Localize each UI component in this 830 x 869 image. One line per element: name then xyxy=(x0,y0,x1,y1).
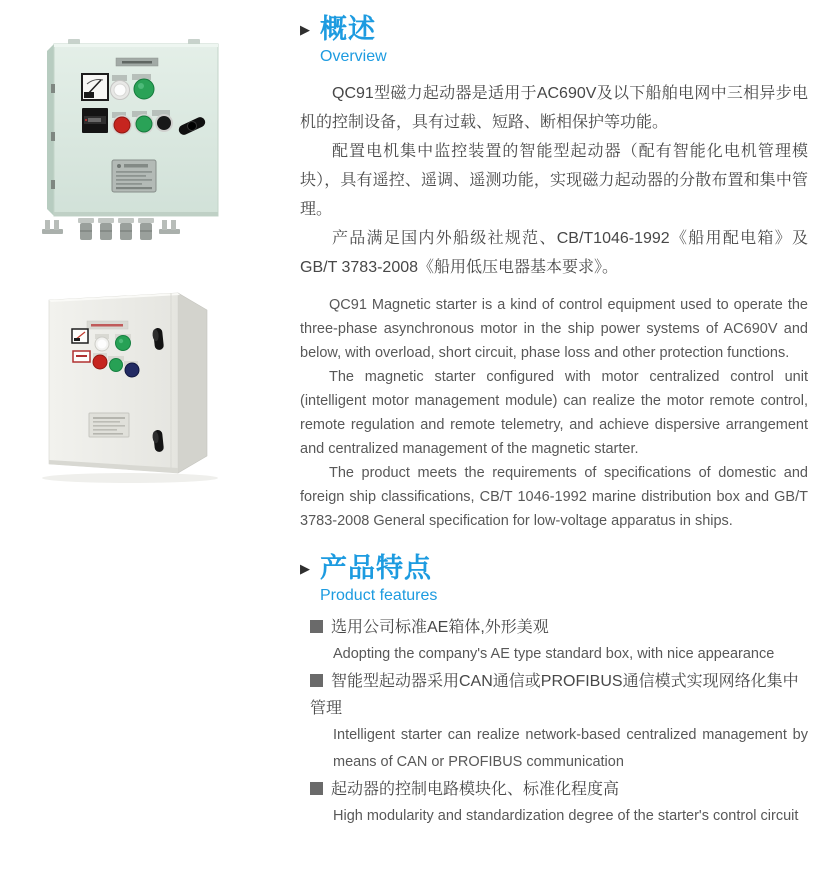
indicator-lamp-green xyxy=(116,336,131,351)
feature-3-en: High modularity and standardization degree of the starter's control circuit xyxy=(333,808,799,825)
features-section xyxy=(300,553,808,830)
overview-paragraph-en-3: The product meets the requirements of specifications of domestic and foreign ship classifications, CB/T 1046-1992 marine distribution box and GB/T 3783-2008 General specification for low-voltage apparatus in ships. xyxy=(300,465,808,530)
feature-1-en: Adopting the company's AE type standard box, with nice appearance xyxy=(333,646,775,663)
reset-button-navy xyxy=(125,363,139,377)
reset-button-black xyxy=(155,114,173,132)
overview-paragraph-en-1: QC91 Magnetic starter is a kind of control equipment used to operate the three-phase asynchronous motor in the ship power systems of AC690V and below, with overload, short circuit, phase loss and other protection functions. xyxy=(300,297,808,362)
overview-chinese-text xyxy=(300,79,808,282)
overview-paragraph-en-2: The magnetic starter configured with motor centralized control unit (intelligent motor management module) can realize the motor remote control, remote regulation and remote telemetry, and achieve dispersive arrangement and centralized management of the magnetic starter. xyxy=(300,369,808,458)
features-section-header xyxy=(300,553,808,605)
content-column xyxy=(300,14,808,830)
cable-glands xyxy=(78,218,154,240)
overview-paragraph-zh-1: QC91型磁力起动器是适用于AC690V及以下船舶电网中三相异步电机的控制设备，具有过载、短路、断相保护等功能。 xyxy=(300,85,808,132)
panel-label-strip xyxy=(87,321,128,329)
cabinet-side-edge xyxy=(47,44,54,216)
indicator-lamp-white xyxy=(111,81,130,100)
overview-section-header xyxy=(300,14,808,66)
ammeter xyxy=(82,74,108,100)
feature-item-zh xyxy=(310,614,808,641)
section-arrow-icon: ▶ xyxy=(300,561,310,577)
feature-item-zh xyxy=(310,776,808,803)
features-title-zh: 产品特点 xyxy=(320,553,432,584)
overview-title-en: Overview xyxy=(320,48,387,66)
feature-3-zh: 起动器的控制电路模块化、标准化程度高 xyxy=(331,781,620,799)
panel-display xyxy=(73,351,90,362)
bullet-square-icon xyxy=(310,620,323,633)
overview-paragraph-zh-2: 配置电机集中监控装置的智能型起动器（配有智能化电机管理模块），具有遥控、遥调、遥测功能，实现磁力起动器的分散布置和集中管理。 xyxy=(300,143,808,219)
features-title-en: Product features xyxy=(320,587,438,605)
overview-paragraph-zh-3: 产品满足国内外船级社规范、CB/T1046-1992《船用配电箱》及GB/T 3783-2008《船用低压电器基本要求》。 xyxy=(300,230,808,277)
panel-meter xyxy=(72,329,88,343)
product-photo-starter-angle xyxy=(35,272,270,492)
overview-title-zh: 概述 xyxy=(320,14,376,44)
panel-label-strip xyxy=(116,58,158,66)
mounting-bracket-right xyxy=(159,220,180,234)
nameplate xyxy=(112,160,156,192)
stop-button-red xyxy=(93,355,107,369)
feature-1-zh: 选用公司标准AE箱体,外形美观 xyxy=(331,619,549,637)
cabinet-bottom-shade xyxy=(54,212,218,216)
cabinet-shadow xyxy=(42,473,218,483)
start-button-green xyxy=(134,114,154,134)
feature-2-en: Intelligent starter can realize network-based centralized management by means of CAN or PROFIBUS communication xyxy=(333,727,808,771)
cabinet-top-highlight xyxy=(54,44,218,47)
indicator-lamp-white xyxy=(95,337,109,351)
overview-english-text xyxy=(300,293,808,533)
features-list xyxy=(300,614,808,830)
cabinet-front-view xyxy=(40,38,270,248)
section-arrow-icon: ▶ xyxy=(300,22,310,37)
circuit-breaker xyxy=(82,108,108,133)
nameplate xyxy=(89,413,129,437)
bullet-square-icon xyxy=(310,782,323,795)
bullet-square-icon xyxy=(310,674,323,687)
stop-button-red xyxy=(112,115,132,135)
feature-item-zh xyxy=(310,668,808,722)
cabinet-angle-view xyxy=(35,272,270,487)
feature-2-zh: 智能型起动器采用CAN通信或PROFIBUS通信模式实现网络化集中管理 xyxy=(310,673,799,718)
product-photo-starter-front xyxy=(40,38,270,253)
indicator-lamp-green xyxy=(134,79,154,99)
mounting-bracket-left xyxy=(42,220,63,234)
cabinet-side-panel xyxy=(178,293,207,473)
start-button-green xyxy=(110,359,123,372)
